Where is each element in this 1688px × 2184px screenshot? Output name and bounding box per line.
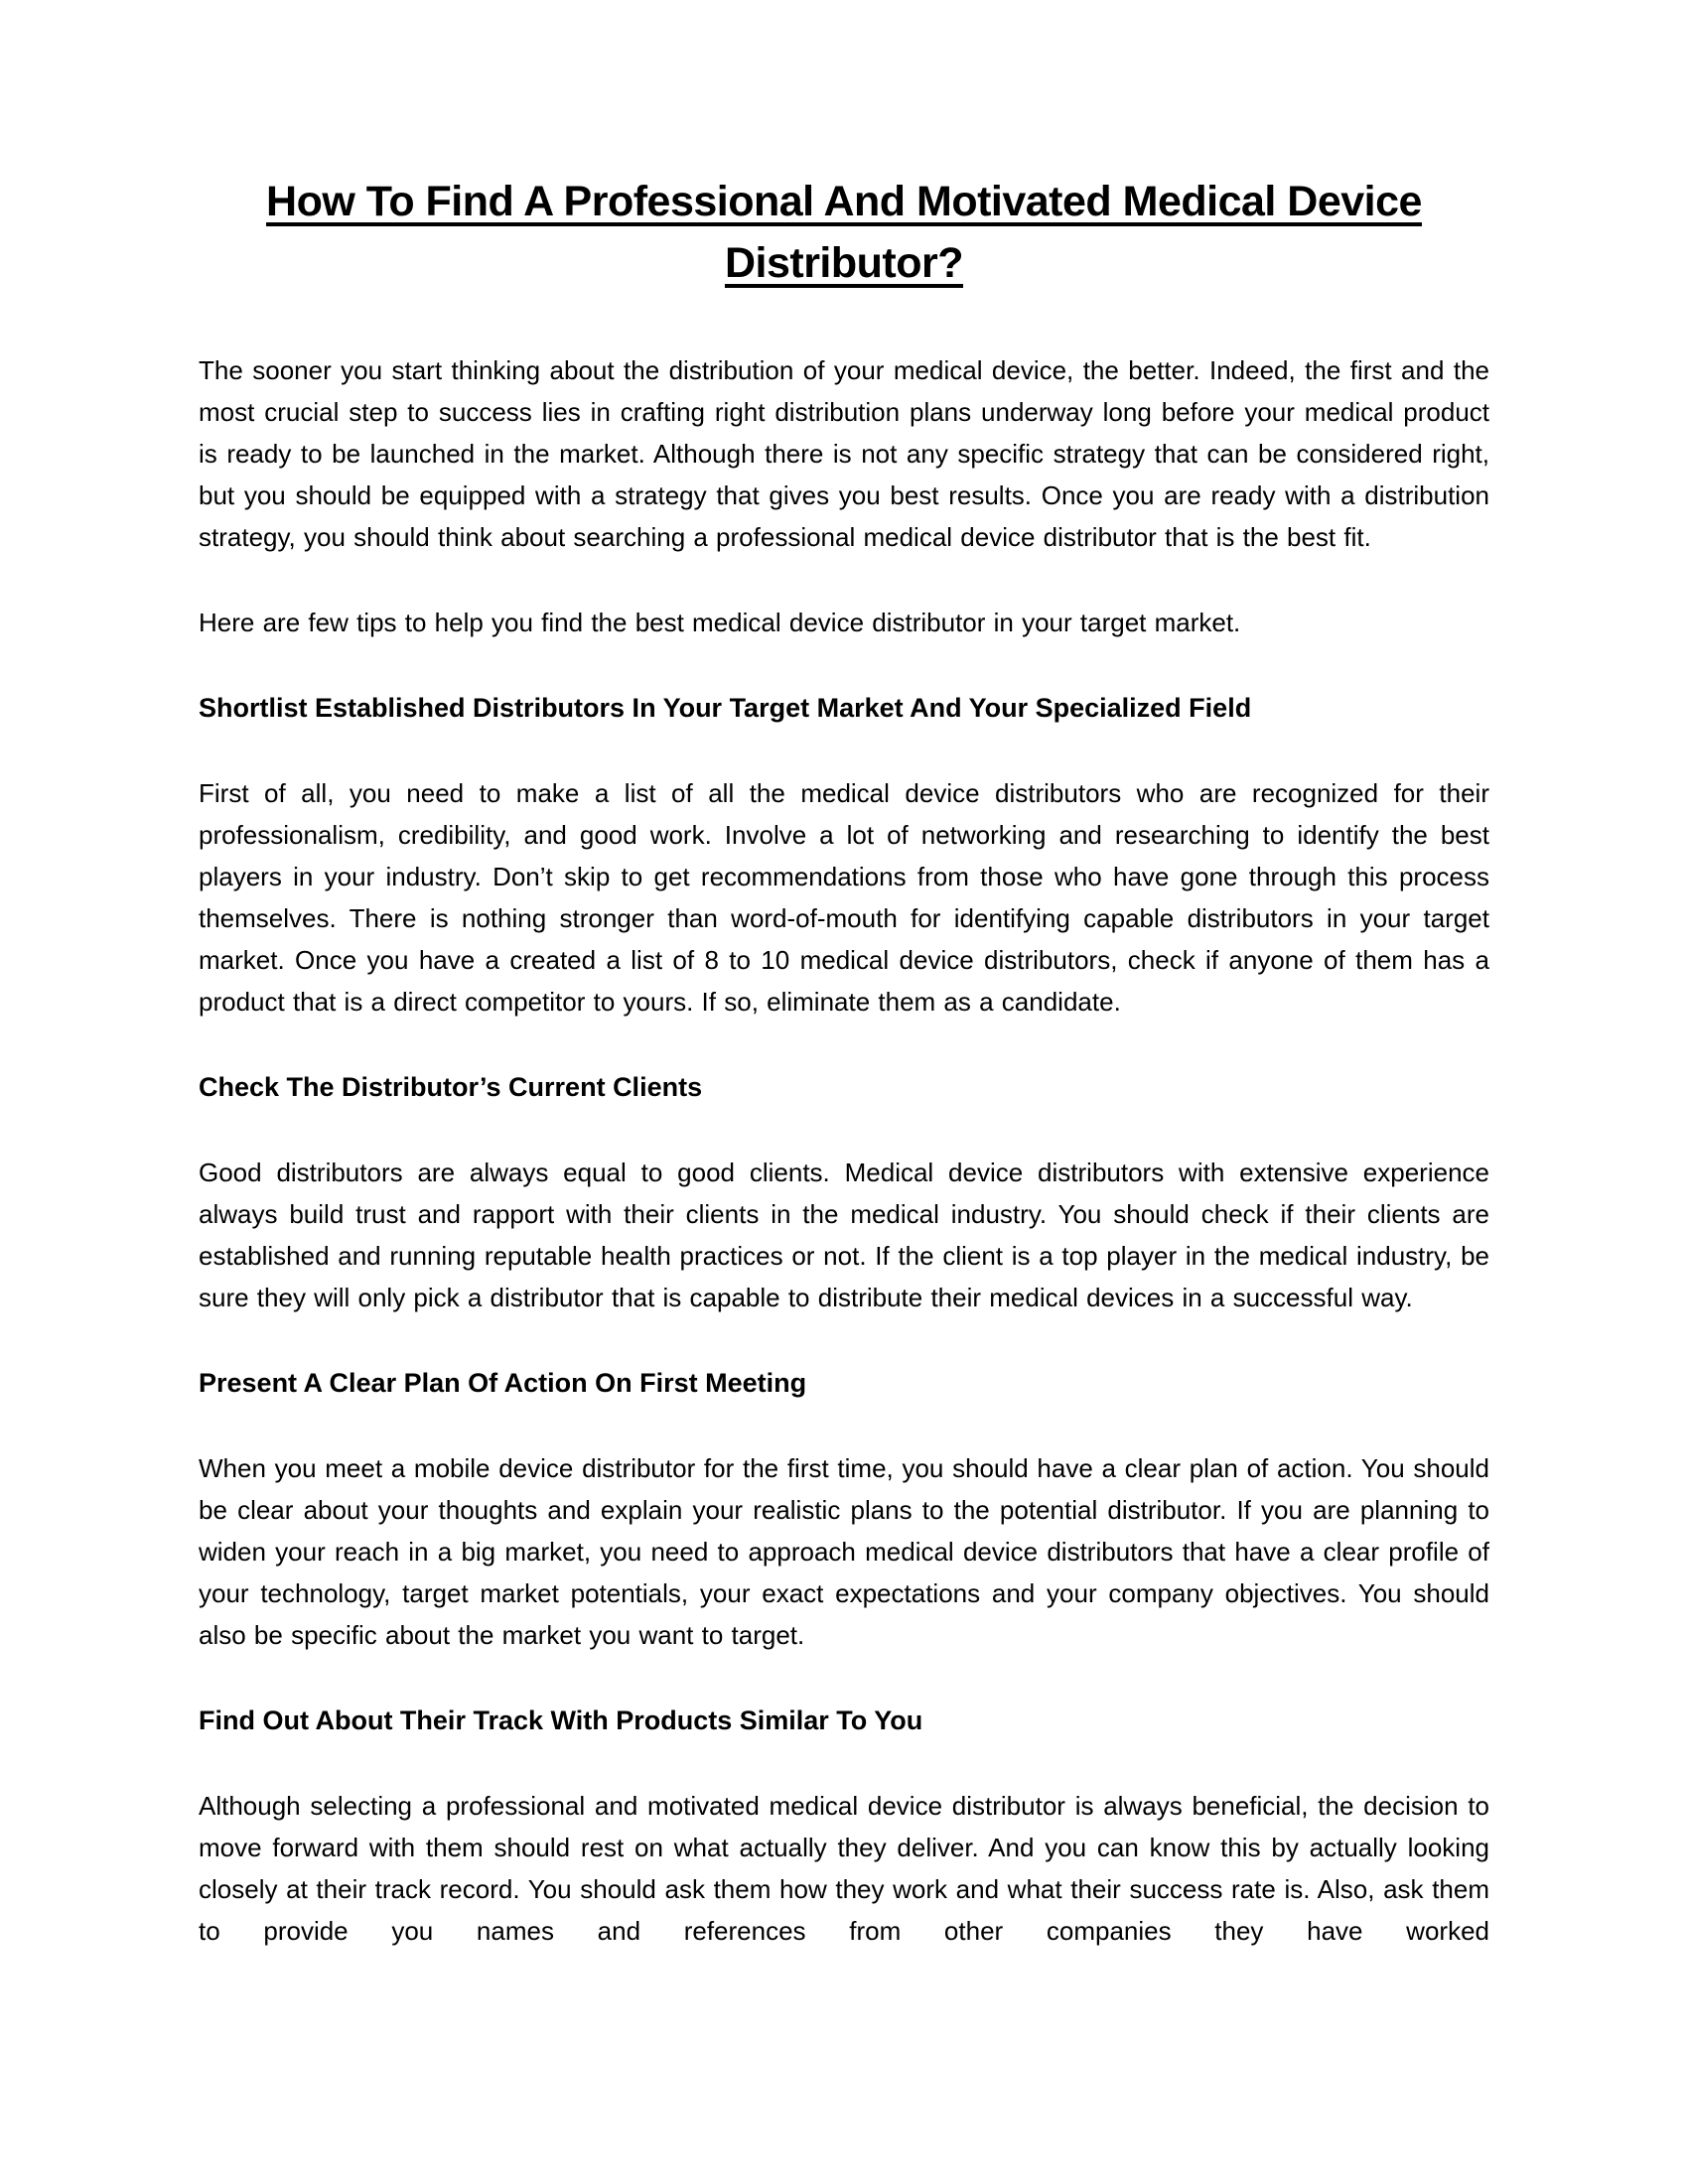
section-heading-clear-plan-of-action: Present A Clear Plan Of Action On First Meeting <box>199 1368 807 1398</box>
tips-intro-paragraph: Here are few tips to help you find the best medical device distributor in your target market. <box>199 608 1241 637</box>
section-body-check-current-clients: Good distributors are always equal to good clients. Medical device distributors with extensive experience always build trust and rapport with their clients in the medical industry. You should check if their clients are established and running reputable health practices or not. If the client is a top player in the medical industry, be sure they will only pick a distributor that is capable to distribute their medical devices in a successful way. <box>199 1158 1489 1312</box>
intro-paragraph: The sooner you start thinking about the distribution of your medical device, the better. Indeed, the first and the most crucial step to success lies in crafting right distribution plans underway long before your medical product is ready to be launched in the market. Although there is not any specific strategy that can be considered right, but you should be equipped with a strategy that gives you best results. Once you are ready with a distribution strategy, you should think about searching a professional medical device distributor that is the best fit. <box>199 355 1489 552</box>
document-title-line-2: Distributor? <box>724 239 964 287</box>
section-body-clear-plan-of-action: When you meet a mobile device distributor for the first time, you should have a clear plan of action. You should be clear about your thoughts and explain your realistic plans to the potential distributor. If you are planning to widen your reach in a big market, you need to approach medical device distributors that have a clear profile of your technology, target market potentials, your exact expectations and your company objectives. You should also be specific about the market you want to target. <box>199 1453 1489 1650</box>
section-body-shortlist-distributors: First of all, you need to make a list of all the medical device distributors who are recognized for their professionalism, credibility, and good work. Involve a lot of networking and researching to identify the best players in your industry. Don’t skip to get recommendations from those who have gone through this process themselves. There is nothing stronger than word-of-mouth for identifying capable distributors in your target market. Once you have a created a list of 8 to 10 medical device distributors, check if anyone of them has a product that is a direct competitor to yours. If so, eliminate them as a candidate. <box>199 778 1489 1017</box>
section-heading-check-current-clients: Check The Distributor’s Current Clients <box>199 1072 703 1102</box>
section-body-track-with-similar-products: Although selecting a professional and motivated medical device distributor is always beneficial, the decision to move forward with them should rest on what actually they deliver. And you can know this by actually looking closely at their track record. You should ask them how they work and what their success rate is. Also, ask them to provide you names and references from other companies they have worked <box>199 1791 1489 1946</box>
document-title <box>199 171 1489 294</box>
document-title-line-1: How To Find A Professional And Motivated Medical Device <box>266 178 1422 225</box>
section-heading-shortlist-distributors: Shortlist Established Distributors In Your Target Market And Your Specialized Field <box>199 693 1252 723</box>
section-heading-track-with-similar-products: Find Out About Their Track With Products Similar To You <box>199 1706 923 1735</box>
